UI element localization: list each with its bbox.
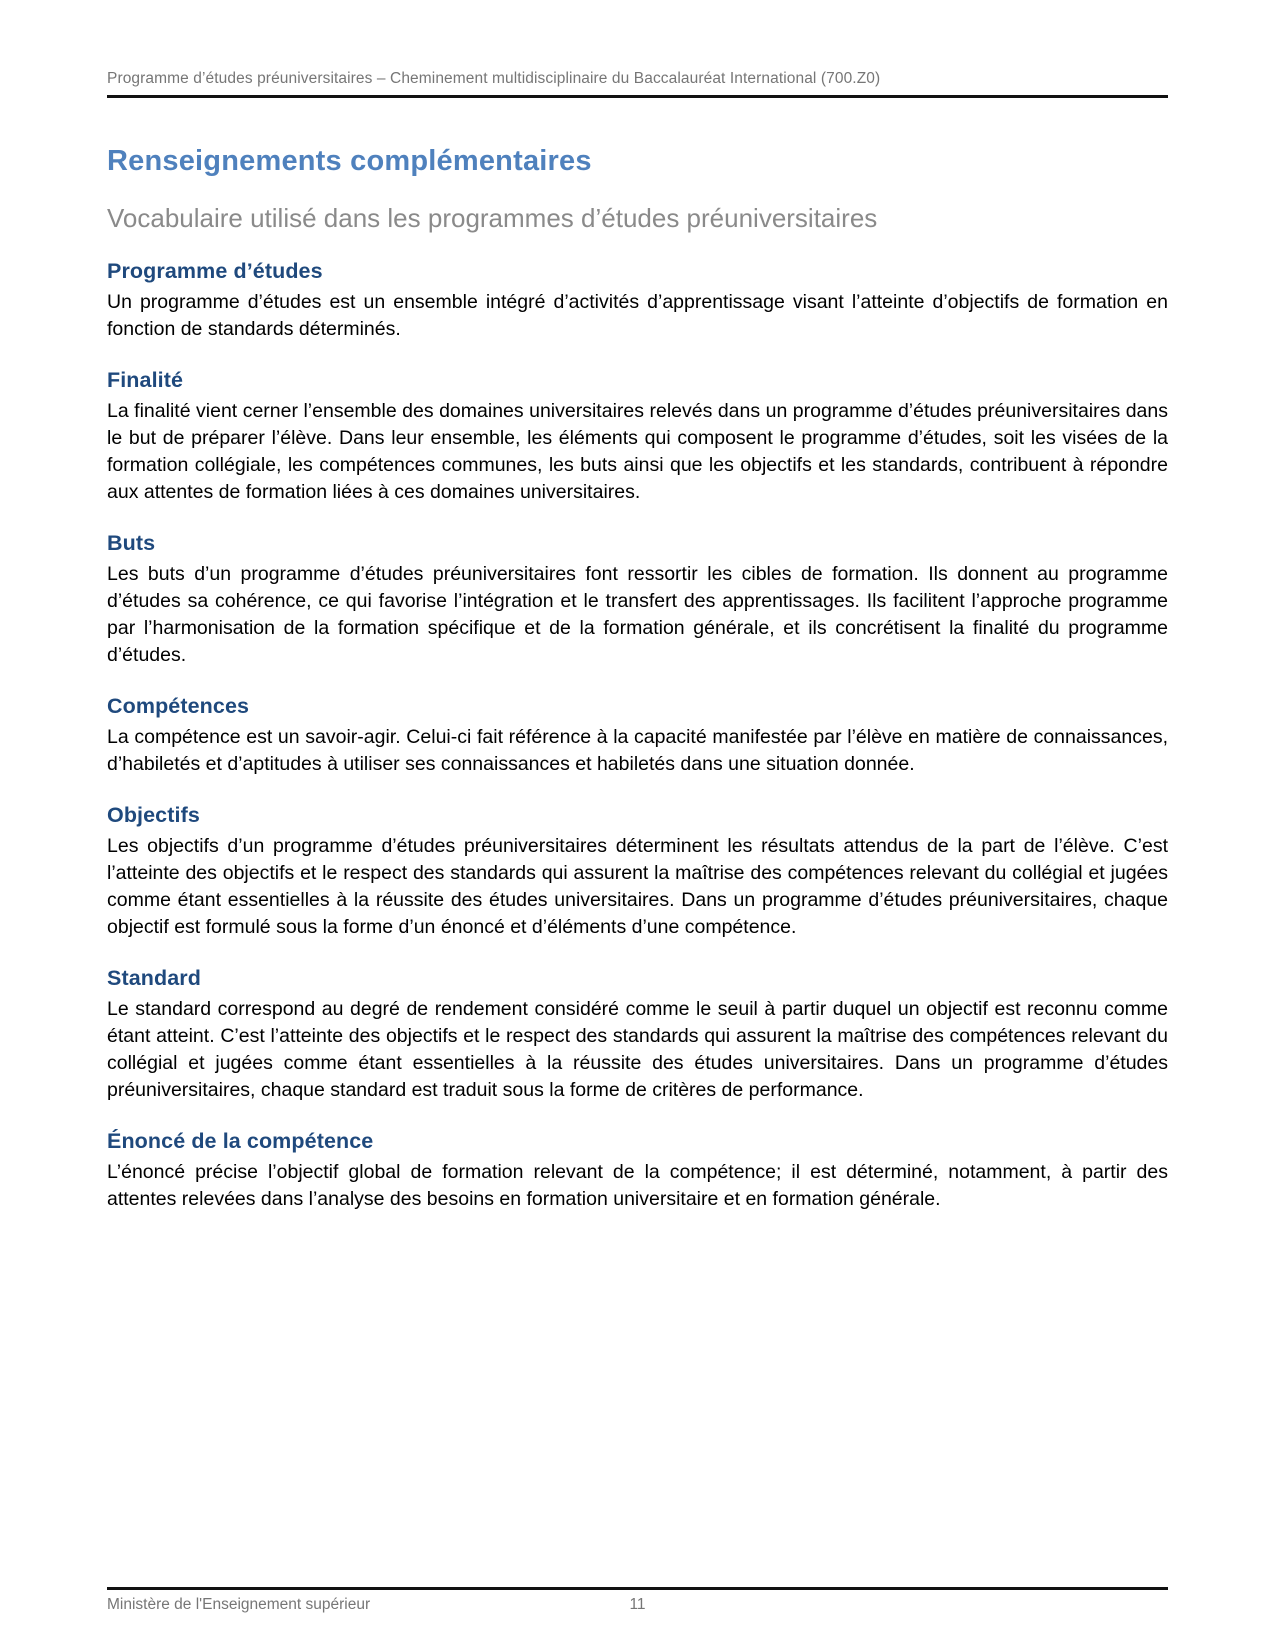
section-heading: Finalité [107,368,184,392]
section-heading: Objectifs [107,803,200,827]
section-heading: Énoncé de la compétence [107,1129,374,1153]
page-subtitle: Vocabulaire utilisé dans les programmes d’études préuniversitaires [107,203,878,233]
section-body: La finalité vient cerner l’ensemble des domaines universitaires relevés dans un programme d’études préuniversitaires dans le but de préparer l’élève. Dans leur ensemble, les éléments qui composent le programme d’études, soit les visées de la formation collégiale, les compétences communes, les buts ainsi que les objectifs et les standards, contribuent à répondre aux attentes de formation liées à ces domaines universitaires. [107,400,1168,503]
page-title: Renseignements complémentaires [107,145,592,177]
section-body: Les buts d’un programme d’études préuniversitaires font ressortir les cibles de formation. Ils donnent au programme d’études sa cohérence, ce qui favorise l’intégration et le transfert des apprentissages. Ils facilitent l’approche programme par l’harmonisation de la formation spécifique et de la formation générale, et ils concrétisent la finalité du programme d’études. [107,563,1168,666]
section-heading: Programme d’études [107,259,323,283]
section-body: Les objectifs d’un programme d’études préuniversitaires déterminent les résultats attendus de la part de l’élève. C’est l’atteinte des objectifs et le respect des standards qui assurent la maîtrise des compétences relevant du collégial et jugées comme étant essentielles à la réussite des études universitaires. Dans un programme d’études préuniversitaires, chaque objectif est formulé sous la forme d’un énoncé et d’éléments d’une compétence. [107,835,1168,938]
page-header [107,70,1168,98]
section-body: L’énoncé précise l’objectif global de formation relevant de la compétence; il est déterminé, notamment, à partir des attentes relevées dans l’analyse des besoins en formation universitaire et en formation générale. [107,1161,1168,1210]
section-heading: Compétences [107,694,250,718]
section-body: La compétence est un savoir-agir. Celui-ci fait référence à la capacité manifestée par l’élève en matière de connaissances, d’habiletés et d’aptitudes à utiliser ses connaissances et habiletés dans une situation donnée. [107,726,1168,775]
section-enonce-de-la-competence [107,1129,1168,1213]
footer-page-number: 11 [629,1596,646,1613]
section-programme-detudes [107,259,1168,343]
section-objectifs [107,803,1168,941]
section-heading: Standard [107,966,201,990]
footer-ministry-label: Ministère de l'Enseignement supérieur [107,1596,371,1613]
section-finalite [107,368,1168,506]
section-heading: Buts [107,531,156,555]
section-standard [107,966,1168,1104]
section-buts [107,531,1168,669]
page-footer [107,1587,1168,1614]
section-body: Un programme d’études est un ensemble intégré d’activités d’apprentissage visant l’atteinte d’objectifs de formation en fonction de standards déterminés. [107,291,1168,340]
section-body: Le standard correspond au degré de rendement considéré comme le seuil à partir duquel un objectif est reconnu comme étant atteint. C’est l’atteinte des objectifs et le respect des standards qui assurent la maîtrise des compétences relevant du collégial et jugées comme étant essentielles à la réussite des études universitaires. Dans un programme d’études préuniversitaires, chaque standard est traduit sous la forme de critères de performance. [107,998,1168,1101]
section-competences [107,694,1168,778]
running-header-text: Programme d’études préuniversitaires – Cheminement multidisciplinaire du Baccalauréat International (700.Z0) [107,70,881,87]
